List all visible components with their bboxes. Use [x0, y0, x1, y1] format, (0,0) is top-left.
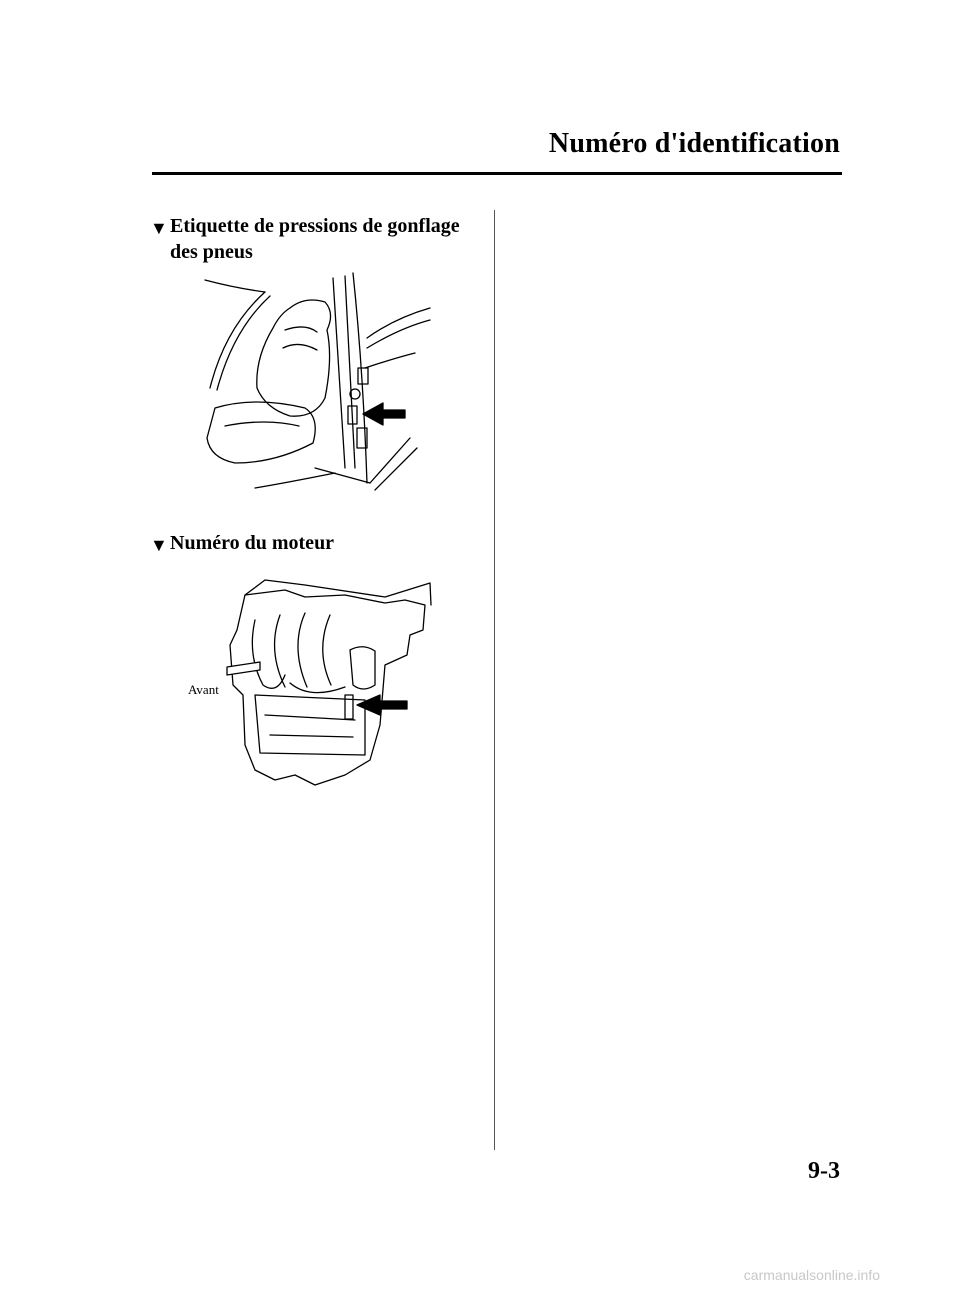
section-heading-text: Etiquette de pressions de gonflage des pneus: [170, 215, 460, 263]
column-divider: [494, 210, 495, 1150]
section-heading-tire-label: [150, 213, 490, 265]
triangle-marker-icon: ▼: [150, 218, 168, 238]
title-rule: [152, 172, 842, 175]
section-heading-engine-number: [150, 530, 490, 556]
section-heading-text: Numéro du moteur: [170, 532, 335, 554]
front-label: Avant: [188, 682, 219, 697]
page-number: 9-3: [808, 1158, 840, 1184]
watermark: carmanualsonline.info: [743, 1267, 880, 1283]
engine-illustration: [185, 575, 445, 790]
door-pillar-illustration: [195, 268, 435, 508]
triangle-marker-icon: ▼: [150, 535, 168, 555]
page-title: Numéro d'identification: [548, 128, 840, 159]
